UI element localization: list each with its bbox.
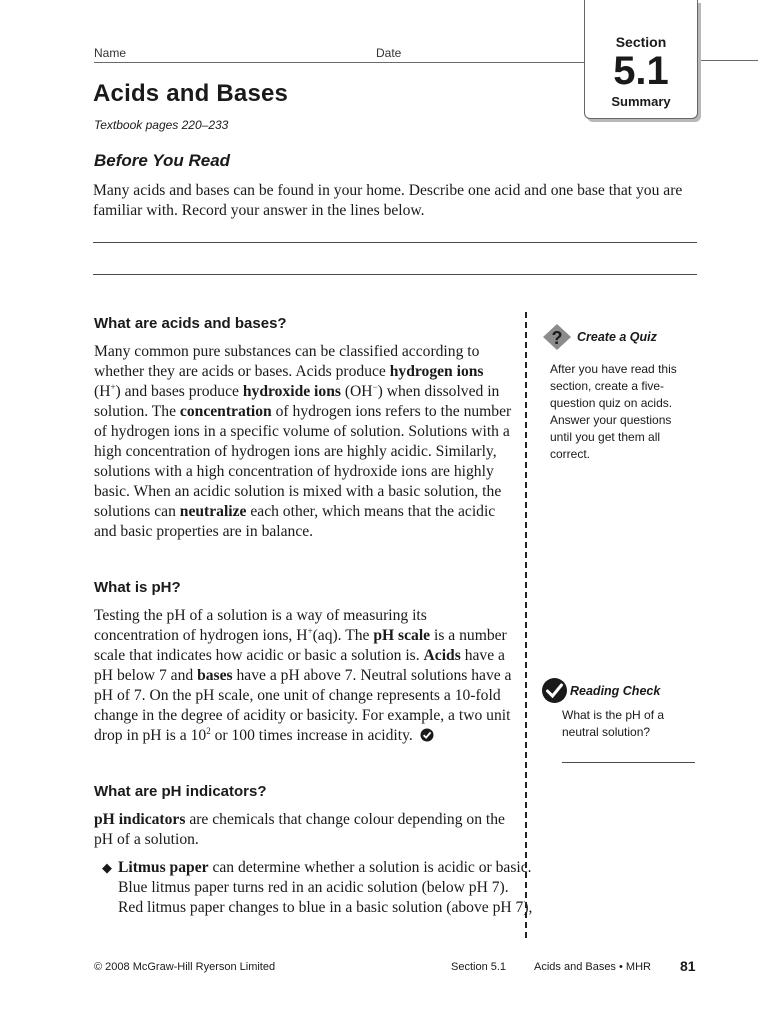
before-you-read-heading: Before You Read	[94, 151, 231, 170]
superscript: +	[110, 381, 116, 392]
reading-check-marker-icon	[420, 728, 434, 748]
indicators-heading: What are pH indicators?	[94, 783, 267, 800]
copyright: © 2008 McGraw-Hill Ryerson Limited	[94, 961, 276, 973]
text-run: have a pH above 7. Neutral solutions have a pH of 7. On the pH scale, one unit of change represents a 10-fold change in the degree of acidity or basicity. For example, a two unit drop in pH is a 10	[94, 667, 512, 744]
page-number: 81	[680, 958, 696, 974]
term-ph-indicators: pH indicators	[94, 811, 186, 828]
term-hydrogen-ions: hydrogen ions	[389, 363, 484, 380]
text-run: or 100 times increase in acidity.	[210, 727, 413, 744]
section-word: Section	[615, 34, 667, 50]
indicators-paragraph	[94, 810, 512, 850]
term-neutralize: neutralize	[179, 503, 247, 520]
text-run: each other, which means that the acidic and basic properties are in balance.	[94, 503, 496, 540]
create-quiz-heading: Create a Quiz	[577, 330, 657, 344]
term-ph-scale: pH scale	[373, 627, 431, 644]
summary-word: Summary	[611, 94, 671, 109]
name-label: Name	[94, 46, 127, 60]
answer-line-1[interactable]	[93, 242, 697, 243]
create-quiz-text: After you have read this section, create a five-question quiz on acids. Answer your questions until you get them all correct.	[550, 362, 677, 461]
check-circle-icon	[541, 677, 568, 709]
text-run: (aq). The	[312, 627, 374, 644]
term-bases: bases	[197, 667, 233, 684]
page-title: Acids and Bases	[93, 80, 289, 107]
svg-text:?: ?	[551, 328, 563, 348]
question-mark-diamond-icon	[541, 322, 573, 357]
text-run: are chemicals that change colour depending on the pH of a solution.	[94, 811, 505, 848]
text-run: (H	[94, 383, 111, 400]
text-run: of hydrogen ions refers to the number of hydrogen ions in a specific volume of solution. Solutions with a high concentration of hydrogen ions are highly acidic. Similarly, solutions with a high concentration of hydroxide ions are highly basic. When an acidic solution is mixed with a basic solution, the solutions can	[94, 403, 512, 520]
superscript: −	[372, 381, 378, 392]
acids-bases-heading: What are acids and bases?	[94, 315, 287, 332]
reading-check-heading: Reading Check	[570, 684, 661, 698]
acids-bases-paragraph	[94, 342, 512, 542]
text-run: is a number scale that indicates how acidic or basic a solution is.	[94, 627, 507, 664]
diamond-bullet-icon: ◆	[102, 860, 112, 875]
text-run: Testing the pH of a solution is a way of measuring its concentration of hydrogen ions, H	[94, 607, 427, 644]
text-run: have a pH below 7 and	[94, 647, 505, 684]
text-run: can determine whether a solution is acidic or basic. Blue litmus paper turns red in an acidic solution (below pH 7). Red litmus paper changes to blue in a basic solution (above pH 7),	[118, 859, 533, 916]
list-item	[96, 858, 536, 918]
textbook-pages: Textbook pages 220–233	[94, 118, 229, 132]
superscript: +	[307, 625, 313, 636]
ph-paragraph	[94, 606, 512, 748]
before-you-read-text: Many acids and bases can be found in your home. Describe one acid and one base that you are familiar with. Record your answer in the lines below.	[93, 182, 683, 219]
ph-heading: What is pH?	[94, 579, 181, 596]
term-litmus-paper: Litmus paper	[118, 859, 209, 876]
footer-section: Section 5.1	[451, 961, 507, 973]
text-run: (OH	[340, 383, 373, 400]
reading-check-question: What is the pH of a neutral solution?	[562, 708, 665, 739]
term-acids: Acids	[423, 647, 461, 664]
term-hydroxide-ions: hydroxide ions	[242, 383, 341, 400]
text-run: ) and bases produce	[115, 383, 243, 400]
answer-line-2[interactable]	[93, 274, 697, 275]
date-label: Date	[376, 46, 402, 60]
term-concentration: concentration	[179, 403, 272, 420]
section-number: 5.1	[613, 49, 669, 93]
text-run: ) when dissolved in solution. The	[94, 383, 500, 420]
footer-book: Acids and Bases • MHR	[534, 961, 651, 973]
text-run: Many common pure substances can be classified according to whether they are acids or bases. Acids produce	[94, 343, 480, 380]
reading-check-answer-line[interactable]	[562, 762, 695, 763]
section-tab	[584, 0, 698, 119]
column-divider	[525, 312, 527, 938]
superscript: 2	[206, 725, 211, 736]
header-rule-right	[696, 60, 758, 61]
header-rule	[94, 62, 584, 63]
